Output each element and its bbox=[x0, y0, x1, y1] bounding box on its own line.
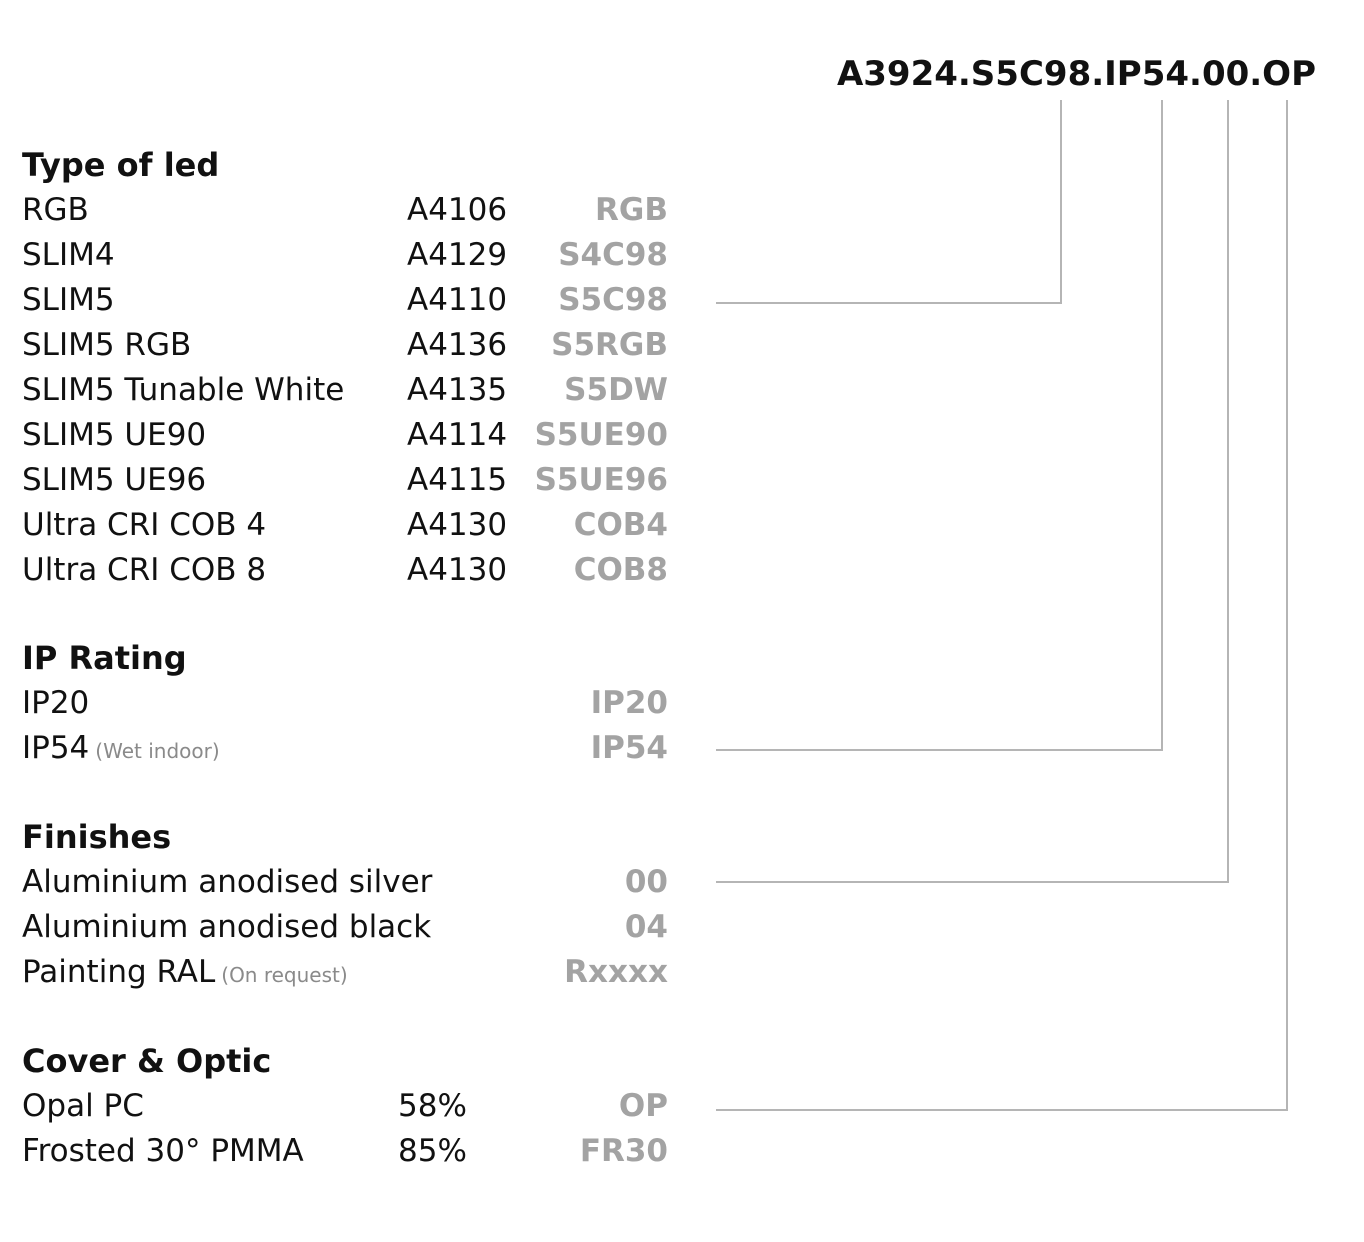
finish-note: (On request) bbox=[221, 963, 348, 987]
cover-name: Frosted 30° PMMA bbox=[22, 1133, 304, 1169]
connector-finish-line bbox=[716, 100, 1228, 882]
led-ref: A4135 bbox=[407, 372, 508, 408]
finish-name bbox=[22, 860, 432, 905]
led-name: SLIM5 Tunable White bbox=[22, 372, 345, 408]
finish-row bbox=[22, 950, 682, 995]
led-name: SLIM5 RGB bbox=[22, 327, 192, 363]
finish-label: Painting RAL bbox=[22, 954, 216, 990]
section-title: Finishes bbox=[22, 818, 172, 856]
cover-row bbox=[22, 1084, 682, 1129]
finish-code: 00 bbox=[624, 864, 668, 900]
finish-row bbox=[22, 905, 682, 950]
section-title: Cover & Optic bbox=[22, 1042, 272, 1080]
led-ref: A4110 bbox=[407, 282, 508, 318]
section-finishes bbox=[22, 815, 682, 995]
ip-row bbox=[22, 726, 682, 771]
ip-row bbox=[22, 681, 682, 726]
led-code: S5UE96 bbox=[534, 462, 668, 498]
led-code: S5C98 bbox=[558, 282, 668, 318]
connector-led-line bbox=[716, 100, 1061, 303]
led-ref: A4114 bbox=[407, 417, 508, 453]
section-type-of-led bbox=[22, 143, 682, 593]
section-ip-rating bbox=[22, 636, 682, 771]
ip-name bbox=[22, 726, 220, 774]
led-name: SLIM4 bbox=[22, 237, 115, 273]
led-code: S5DW bbox=[564, 372, 668, 408]
cover-percentage: 85% bbox=[398, 1133, 467, 1169]
cover-percentage: 58% bbox=[398, 1088, 467, 1124]
led-name: Ultra CRI COB 8 bbox=[22, 552, 267, 588]
led-name: RGB bbox=[22, 192, 89, 228]
finish-label: Aluminium anodised black bbox=[22, 909, 432, 945]
led-code: COB8 bbox=[573, 552, 668, 588]
section-title: IP Rating bbox=[22, 639, 187, 677]
led-code: S4C98 bbox=[558, 237, 668, 273]
connector-cover-line bbox=[716, 100, 1287, 1110]
led-name: SLIM5 UE90 bbox=[22, 417, 207, 453]
product-code: A3924.S5C98.IP54.00.OP bbox=[836, 54, 1316, 94]
led-ref: A4115 bbox=[407, 462, 508, 498]
led-ref: A4106 bbox=[407, 192, 508, 228]
led-row bbox=[22, 503, 682, 548]
cover-name: Opal PC bbox=[22, 1088, 144, 1124]
led-name: SLIM5 bbox=[22, 282, 115, 318]
section-cover-optic bbox=[22, 1039, 682, 1174]
led-row bbox=[22, 188, 682, 233]
ip-code: IP54 bbox=[590, 730, 668, 766]
cover-code: OP bbox=[618, 1088, 668, 1124]
led-code: S5UE90 bbox=[534, 417, 668, 453]
led-name: Ultra CRI COB 4 bbox=[22, 507, 267, 543]
ip-label: IP54 bbox=[22, 730, 90, 766]
led-ref: A4129 bbox=[407, 237, 508, 273]
finish-code: Rxxxx bbox=[564, 954, 668, 990]
led-ref: A4130 bbox=[407, 552, 508, 588]
led-row bbox=[22, 278, 682, 323]
finish-label: Aluminium anodised silver bbox=[22, 864, 433, 900]
cover-row bbox=[22, 1129, 682, 1174]
led-code: RGB bbox=[595, 192, 668, 228]
led-ref: A4130 bbox=[407, 507, 508, 543]
led-code: COB4 bbox=[573, 507, 668, 543]
finish-code: 04 bbox=[624, 909, 668, 945]
led-row bbox=[22, 323, 682, 368]
cover-code: FR30 bbox=[579, 1133, 668, 1169]
section-title: Type of led bbox=[22, 146, 220, 184]
finish-name bbox=[22, 905, 431, 950]
ip-note: (Wet indoor) bbox=[95, 739, 220, 763]
led-name: SLIM5 UE96 bbox=[22, 462, 207, 498]
led-ref: A4136 bbox=[407, 327, 508, 363]
led-row bbox=[22, 413, 682, 458]
finish-name bbox=[22, 950, 348, 998]
ip-label: IP20 bbox=[22, 685, 90, 721]
led-row bbox=[22, 458, 682, 503]
connector-ip-line bbox=[716, 100, 1162, 750]
led-code: S5RGB bbox=[551, 327, 668, 363]
led-row bbox=[22, 368, 682, 413]
ip-name bbox=[22, 681, 89, 726]
led-row bbox=[22, 233, 682, 278]
ip-code: IP20 bbox=[590, 685, 668, 721]
finish-row bbox=[22, 860, 682, 905]
led-row bbox=[22, 548, 682, 593]
